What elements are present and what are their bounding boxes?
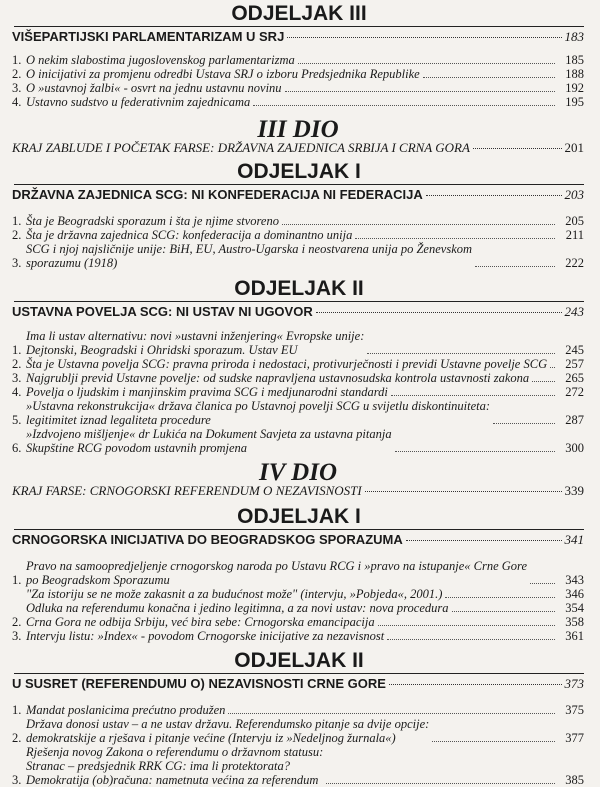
list-item[interactable]: 4. Povelja o ljudskim i manjinskim pravima SCG i medjunarodni standardi 272 bbox=[12, 385, 584, 399]
section-title-row bbox=[12, 676, 584, 692]
section-title: USTAVNA POVELJA SCG: NI USTAV NI UGOVOR bbox=[12, 304, 313, 319]
part-title: KRAJ ZABLUDE I POČETAK FARSE: DRŽAVNA ZAJEDNICA SRBIJA I CRNA GORA bbox=[12, 140, 470, 155]
chapter-heading: ODJELJAK I bbox=[14, 160, 584, 185]
table-of-contents bbox=[12, 2, 584, 787]
part-title: KRAJ FARSE: CRNOGORSKI REFERENDUM O NEZAVISNOSTI bbox=[12, 483, 362, 498]
list-item[interactable]: 4. Ustavno sudstvo u federativnim zajednicama 195 bbox=[12, 95, 584, 109]
list-item[interactable]: 2. Šta je Ustavna povelja SCG: pravna priroda i nedostaci, protivurječnosti i previdi Ustavne povelje SCG 257 bbox=[12, 357, 584, 371]
list-item[interactable]: 3. Najgrublji previd Ustavne povelje: od sudske napravljena ustavnosudska kontrola ustavnosti zakona 265 bbox=[12, 371, 584, 385]
list-item[interactable]: 2. Šta je državna zajednica SCG: konfederacija a dominantno unija 211 bbox=[12, 228, 584, 242]
item-list bbox=[12, 703, 584, 787]
part-title-row[interactable] bbox=[12, 140, 584, 156]
list-item[interactable]: 2. Crna Gora ne odbija Srbiju, već bira sebe: Crnogorska emancipacija 358 bbox=[12, 615, 584, 629]
page-number: 341 bbox=[564, 532, 584, 547]
page-number: 183 bbox=[564, 29, 584, 44]
list-item[interactable]: 3. SCG i njoj najsličnije unije: BiH, EU, Austro-Ugarska i neostvarena unija po Ženevskom sporazumu (1918) 222 bbox=[12, 242, 584, 270]
section-title-row bbox=[12, 532, 584, 548]
page-number: 339 bbox=[564, 483, 584, 498]
page-number: 243 bbox=[564, 304, 584, 319]
list-item[interactable]: 3. Intervju listu: »Index« - povodom Crnogorske inicijative za nezavisnost 361 bbox=[12, 629, 584, 643]
item-list bbox=[12, 329, 584, 455]
list-item[interactable]: "Za istoriju se ne može zakasnit a za budućnost može" (intervju, »Pobjeda«, 2001.) 346 bbox=[26, 587, 584, 601]
list-item[interactable]: 1. Šta je Beogradski sporazum i šta je njime stvoreno 205 bbox=[12, 214, 584, 228]
chapter-heading: ODJELJAK II bbox=[14, 649, 584, 674]
part-title-row[interactable] bbox=[12, 483, 584, 499]
list-item[interactable]: 1. O nekim slabostima jugoslovenskog parlamentarizma 185 bbox=[12, 53, 584, 67]
page-number: 201 bbox=[564, 140, 584, 155]
section-title-row bbox=[12, 187, 584, 203]
list-item[interactable]: 6. »Izdvojeno mišljenje« dr Lukića na Dokument Savjeta za ustavna pitanja Skupštine RCG povodom ustavnih promjena 300 bbox=[12, 427, 584, 455]
section-title: DRŽAVNA ZAJEDNICA SCG: NI KONFEDERACIJA NI FEDERACIJA bbox=[12, 187, 423, 202]
section-title-row bbox=[12, 304, 584, 320]
page-number: 373 bbox=[564, 676, 584, 691]
chapter-heading: ODJELJAK III bbox=[14, 2, 584, 27]
part-heading: III DIO bbox=[257, 116, 339, 143]
section-title-row bbox=[12, 29, 584, 45]
item-list bbox=[12, 559, 584, 643]
section-title: CRNOGORSKA INICIJATIVA DO BEOGRADSKOG SPORAZUMA bbox=[12, 532, 403, 547]
section-title: U SUSRET (REFERENDUMU O) NEZAVISNOSTI CRNE GORE bbox=[12, 676, 386, 691]
list-item[interactable]: 1. Ima li ustav alternativu: novi »ustavni inženjering« Evropske unije: Dejtonski, Beogradski i Ohridski sporazum. Ustav EU 245 bbox=[12, 329, 584, 357]
list-item[interactable]: Odluka na referendumu konačna i jedino legitimna, a za novi ustav: nova procedura 354 bbox=[26, 601, 584, 615]
list-item[interactable]: 2. Država donosi ustav – a ne ustav državu. Referendumsko pitanje sa dvije opcije: demokratskije a rješava i pitanje većine (Intervju iz »Nedeljnog žurnala«) 377 bbox=[12, 717, 584, 745]
chapter-heading: ODJELJAK II bbox=[14, 277, 584, 302]
chapter-heading: ODJELJAK I bbox=[14, 505, 584, 530]
item-list bbox=[12, 214, 584, 270]
page-number: 203 bbox=[564, 187, 584, 202]
section-title: VIŠEPARTIJSKI PARLAMENTARIZAM U SRJ bbox=[12, 29, 285, 44]
part-heading: IV DIO bbox=[258, 459, 338, 486]
list-item[interactable]: 2. O inicijativi za promjenu odredbi Ustava SRJ o izboru Predsjednika Republike 188 bbox=[12, 67, 584, 81]
list-item[interactable]: 1. Mandat poslanicima prećutno produžen 375 bbox=[12, 703, 584, 717]
list-item[interactable]: 1. Pravo na samoopredjeljenje crnogorskog naroda po Ustavu RCG i »pravo na istupanje« Crne Gore po Beogradskom Sporazumu 343 bbox=[12, 559, 584, 587]
list-item[interactable]: 3. O »ustavnoj žalbi« - osvrt na jednu ustavnu novinu 192 bbox=[12, 81, 584, 95]
list-item[interactable]: 5. »Ustavna rekonstrukcija« država članica po Ustavnoj povelji SCG u svijetlu diskontinuiteta: legitimitet iznad legaliteta procedure 287 bbox=[12, 399, 584, 427]
list-item[interactable]: 3. Rješenja novog Zakona o referendumu o državnom statusu: Stranac – predsjednik RRK CG: ima li protektorata? Demokratija (ob)računa: nametnuta većina za referendum 385 bbox=[12, 745, 584, 787]
item-list bbox=[12, 53, 584, 109]
